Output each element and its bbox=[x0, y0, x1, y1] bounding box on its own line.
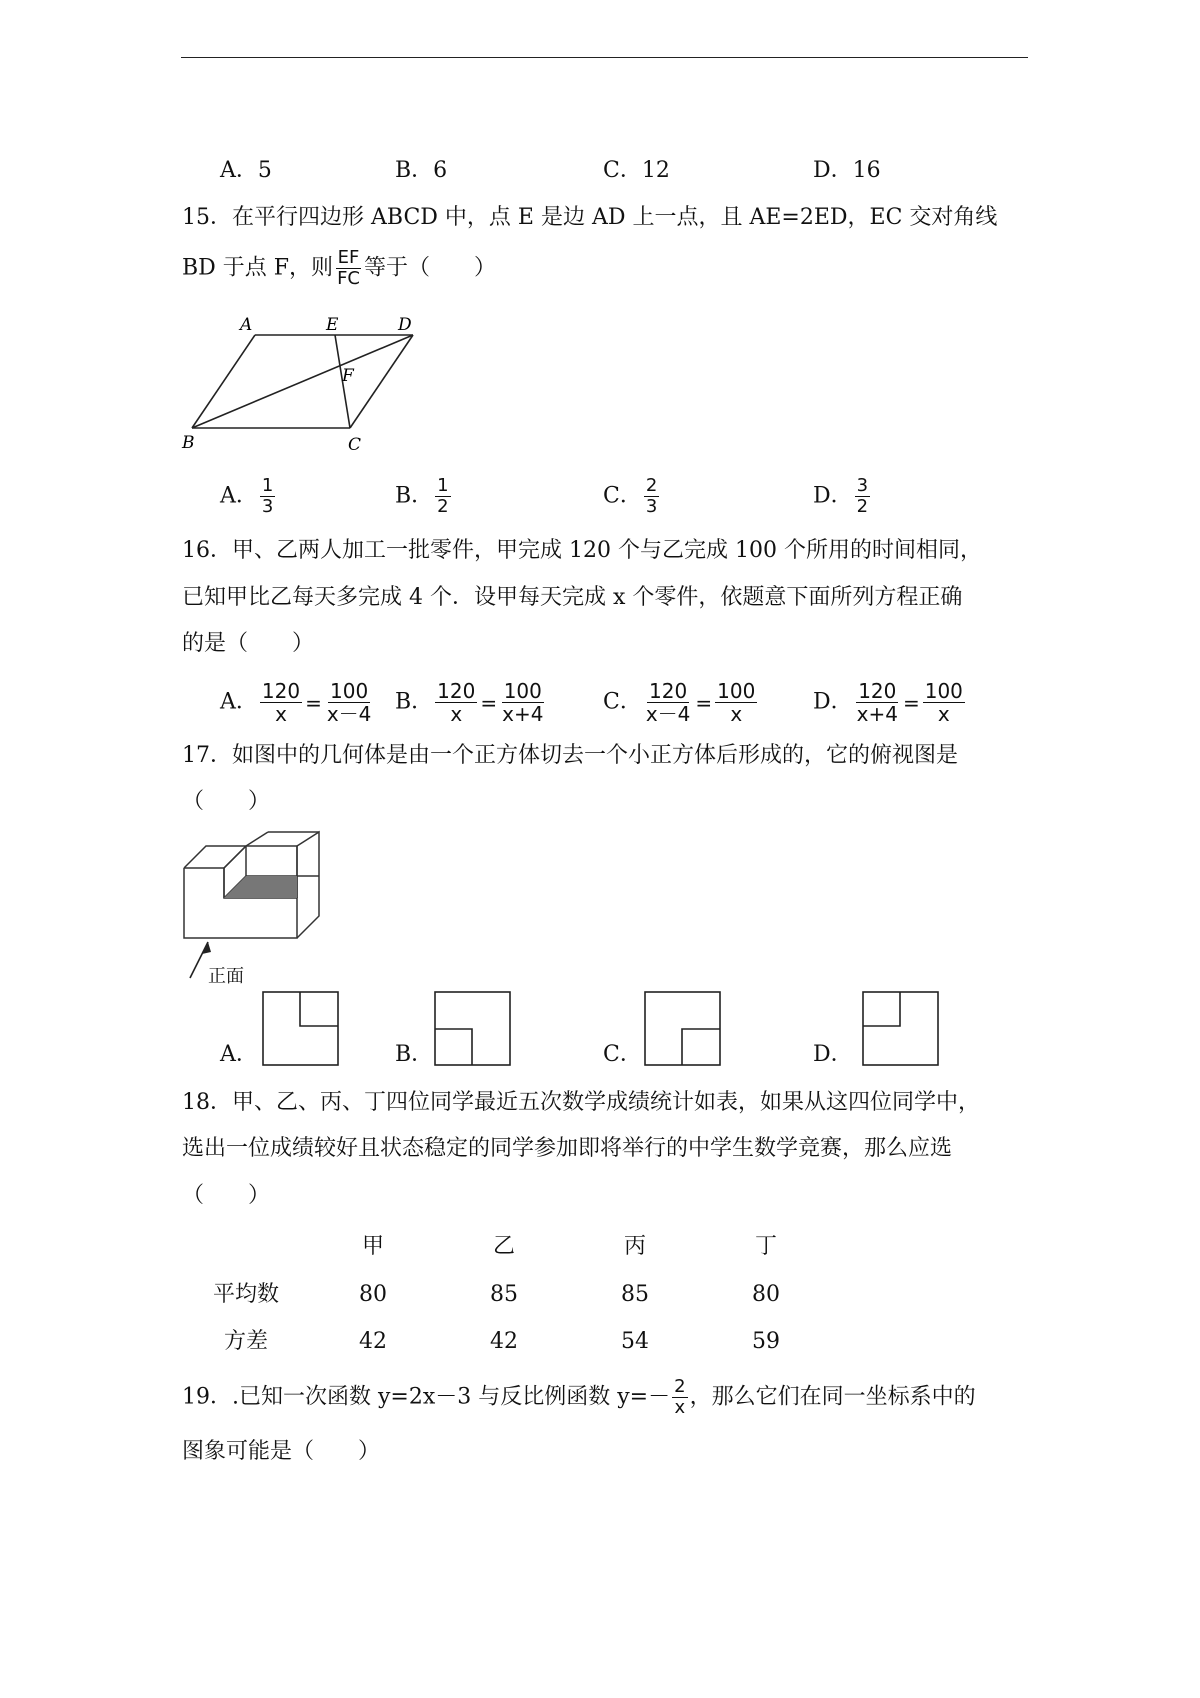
table-cell: 80 bbox=[752, 1282, 780, 1307]
fraction-numerator: 100 bbox=[330, 679, 369, 703]
fraction-numerator: 1 bbox=[261, 475, 274, 496]
option-equation bbox=[642, 680, 760, 725]
label-a: A bbox=[240, 315, 253, 335]
fraction-denominator: x bbox=[730, 702, 743, 726]
fraction-denominator: x bbox=[674, 1397, 686, 1418]
option-label: D． bbox=[813, 689, 853, 715]
fraction-numerator: 100 bbox=[717, 679, 756, 703]
option-label: A． bbox=[220, 689, 258, 715]
label-d: D bbox=[398, 315, 412, 335]
fraction-numerator: 3 bbox=[856, 475, 869, 496]
q19-stem-prefix: 19．.已知一次函数 y=2x－3 与反比例函数 y=－ bbox=[182, 1384, 671, 1410]
equals-sign: = bbox=[695, 690, 713, 715]
table-cell: 42 bbox=[490, 1329, 518, 1354]
fraction-numerator: 120 bbox=[649, 679, 688, 703]
option-label: A． bbox=[220, 483, 258, 509]
label-f: F bbox=[342, 366, 354, 386]
fraction-denominator: x－4 bbox=[645, 702, 691, 726]
equals-sign: = bbox=[480, 690, 498, 715]
fraction-numerator: 2 bbox=[645, 475, 658, 496]
option-fraction bbox=[260, 476, 275, 517]
fraction-denominator: 3 bbox=[261, 496, 274, 517]
q14-option-a[interactable]: A．5 bbox=[220, 158, 272, 183]
label-e: E bbox=[326, 315, 339, 335]
header-rule bbox=[181, 57, 1028, 58]
q15-option-a[interactable] bbox=[220, 476, 277, 517]
table-cell: 85 bbox=[490, 1282, 518, 1307]
q16-option-c[interactable] bbox=[603, 680, 759, 725]
fraction-numerator: 100 bbox=[503, 679, 542, 703]
q19-stem-line2: 图象可能是（ ） bbox=[182, 1439, 381, 1464]
q16-stem-line2: 已知甲比乙每天多完成 4 个．设甲每天完成 x 个零件，依题意下面所列方程正确 bbox=[182, 585, 963, 610]
q16-stem-line3: 的是（ ） bbox=[182, 631, 315, 656]
q15-option-d[interactable] bbox=[813, 476, 872, 517]
equals-sign: = bbox=[305, 690, 322, 715]
equals-sign: = bbox=[902, 690, 920, 715]
option-label: C． bbox=[603, 483, 642, 509]
q17-option-b-view[interactable] bbox=[434, 991, 512, 1067]
option-equation bbox=[853, 680, 967, 725]
fraction-denominator: 2 bbox=[437, 496, 449, 517]
q18-stem-line1: 18．甲、乙、丙、丁四位同学最近五次数学成绩统计如表，如果从这四位同学中， bbox=[182, 1090, 980, 1115]
fraction-denominator: x+4 bbox=[856, 702, 898, 726]
option-equation bbox=[433, 680, 547, 725]
option-label: B． bbox=[395, 483, 434, 509]
q17-option-d-view[interactable] bbox=[862, 991, 940, 1067]
table-header: 乙 bbox=[492, 1234, 515, 1259]
cut-cube-figure bbox=[180, 830, 340, 980]
option-label: D． bbox=[813, 483, 853, 509]
table-cell: 85 bbox=[621, 1282, 649, 1307]
fraction-numerator: 120 bbox=[437, 679, 476, 703]
fraction-denominator: FC bbox=[337, 268, 360, 289]
q16-option-b[interactable] bbox=[395, 680, 547, 725]
q19-stem-line1 bbox=[182, 1377, 976, 1418]
q15-stem-suffix: 等于（ ） bbox=[363, 255, 496, 281]
q16-option-a[interactable] bbox=[220, 680, 375, 725]
table-header: 丁 bbox=[754, 1234, 777, 1259]
q15-option-b[interactable] bbox=[395, 476, 453, 517]
table-header: 丙 bbox=[623, 1234, 646, 1259]
q15-stem-line1: 15．在平行四边形 ABCD 中，点 E 是边 AD 上一点，且 AE=2ED，EC 交对角线 bbox=[182, 205, 998, 230]
q17-option-c-label[interactable]: C． bbox=[603, 1042, 642, 1067]
q17-option-a-label[interactable]: A． bbox=[220, 1042, 258, 1067]
q14-option-b[interactable]: B．6 bbox=[395, 158, 448, 183]
q18-stem-line2: 选出一位成绩较好且状态稳定的同学参加即将举行的中学生数学竞赛，那么应选 bbox=[182, 1136, 953, 1161]
q14-option-c[interactable]: C．12 bbox=[603, 158, 670, 183]
q16-stem-line1: 16．甲、乙两人加工一批零件，甲完成 120 个与乙完成 100 个所用的时间相同， bbox=[182, 538, 982, 563]
fraction-denominator: x bbox=[450, 702, 463, 726]
q15-stem-line2 bbox=[182, 248, 496, 289]
q18-stem-line3: （ ） bbox=[182, 1183, 271, 1208]
table-cell: 59 bbox=[752, 1329, 780, 1354]
fraction-numerator: 2 bbox=[674, 1376, 686, 1397]
q17-option-a-view[interactable] bbox=[262, 991, 340, 1067]
q17-option-b-label[interactable]: B． bbox=[395, 1042, 434, 1067]
row-label: 平均数 bbox=[212, 1282, 279, 1307]
fraction-denominator: x－4 bbox=[326, 702, 372, 726]
q16-option-d[interactable] bbox=[813, 680, 967, 725]
fraction-numerator: 1 bbox=[437, 475, 449, 496]
option-fraction bbox=[644, 476, 659, 517]
option-fraction bbox=[855, 476, 870, 517]
option-equation bbox=[258, 680, 376, 725]
fraction-denominator: x bbox=[275, 702, 287, 726]
q15-option-c[interactable] bbox=[603, 476, 661, 517]
q19-stem-suffix: ，那么它们在同一坐标系中的 bbox=[689, 1384, 976, 1410]
fraction-numerator: EF bbox=[337, 247, 360, 268]
fraction-numerator: 120 bbox=[261, 679, 301, 703]
q15-ratio-fraction bbox=[335, 248, 362, 289]
q15-stem-prefix: BD 于点 F，则 bbox=[182, 255, 334, 281]
q19-fraction bbox=[672, 1377, 687, 1418]
fraction-denominator: 2 bbox=[856, 496, 869, 517]
fraction-numerator: 120 bbox=[858, 679, 897, 703]
option-label: B． bbox=[395, 689, 434, 715]
q17-option-d-label[interactable]: D． bbox=[813, 1042, 853, 1067]
fraction-denominator: x+4 bbox=[502, 702, 544, 726]
fraction-numerator: 100 bbox=[924, 679, 963, 703]
table-cell: 54 bbox=[621, 1329, 649, 1354]
q17-option-c-view[interactable] bbox=[644, 991, 722, 1067]
option-fraction bbox=[435, 476, 450, 517]
fraction-denominator: x bbox=[937, 702, 950, 726]
q17-stem-line1: 17．如图中的几何体是由一个正方体切去一个小正方体后形成的，它的俯视图是 bbox=[182, 743, 958, 768]
table-cell: 80 bbox=[359, 1282, 387, 1307]
parallelogram-figure bbox=[180, 308, 430, 458]
option-label: C． bbox=[603, 689, 642, 715]
q17-stem-line2: （ ） bbox=[182, 789, 271, 814]
front-label: 正面 bbox=[208, 966, 244, 987]
q14-option-d[interactable]: D．16 bbox=[813, 158, 881, 183]
table-cell: 42 bbox=[359, 1329, 387, 1354]
row-label: 方差 bbox=[223, 1329, 268, 1354]
table-header: 甲 bbox=[361, 1234, 384, 1259]
label-c: C bbox=[348, 435, 362, 455]
label-b: B bbox=[182, 433, 195, 453]
fraction-denominator: 3 bbox=[645, 496, 658, 517]
